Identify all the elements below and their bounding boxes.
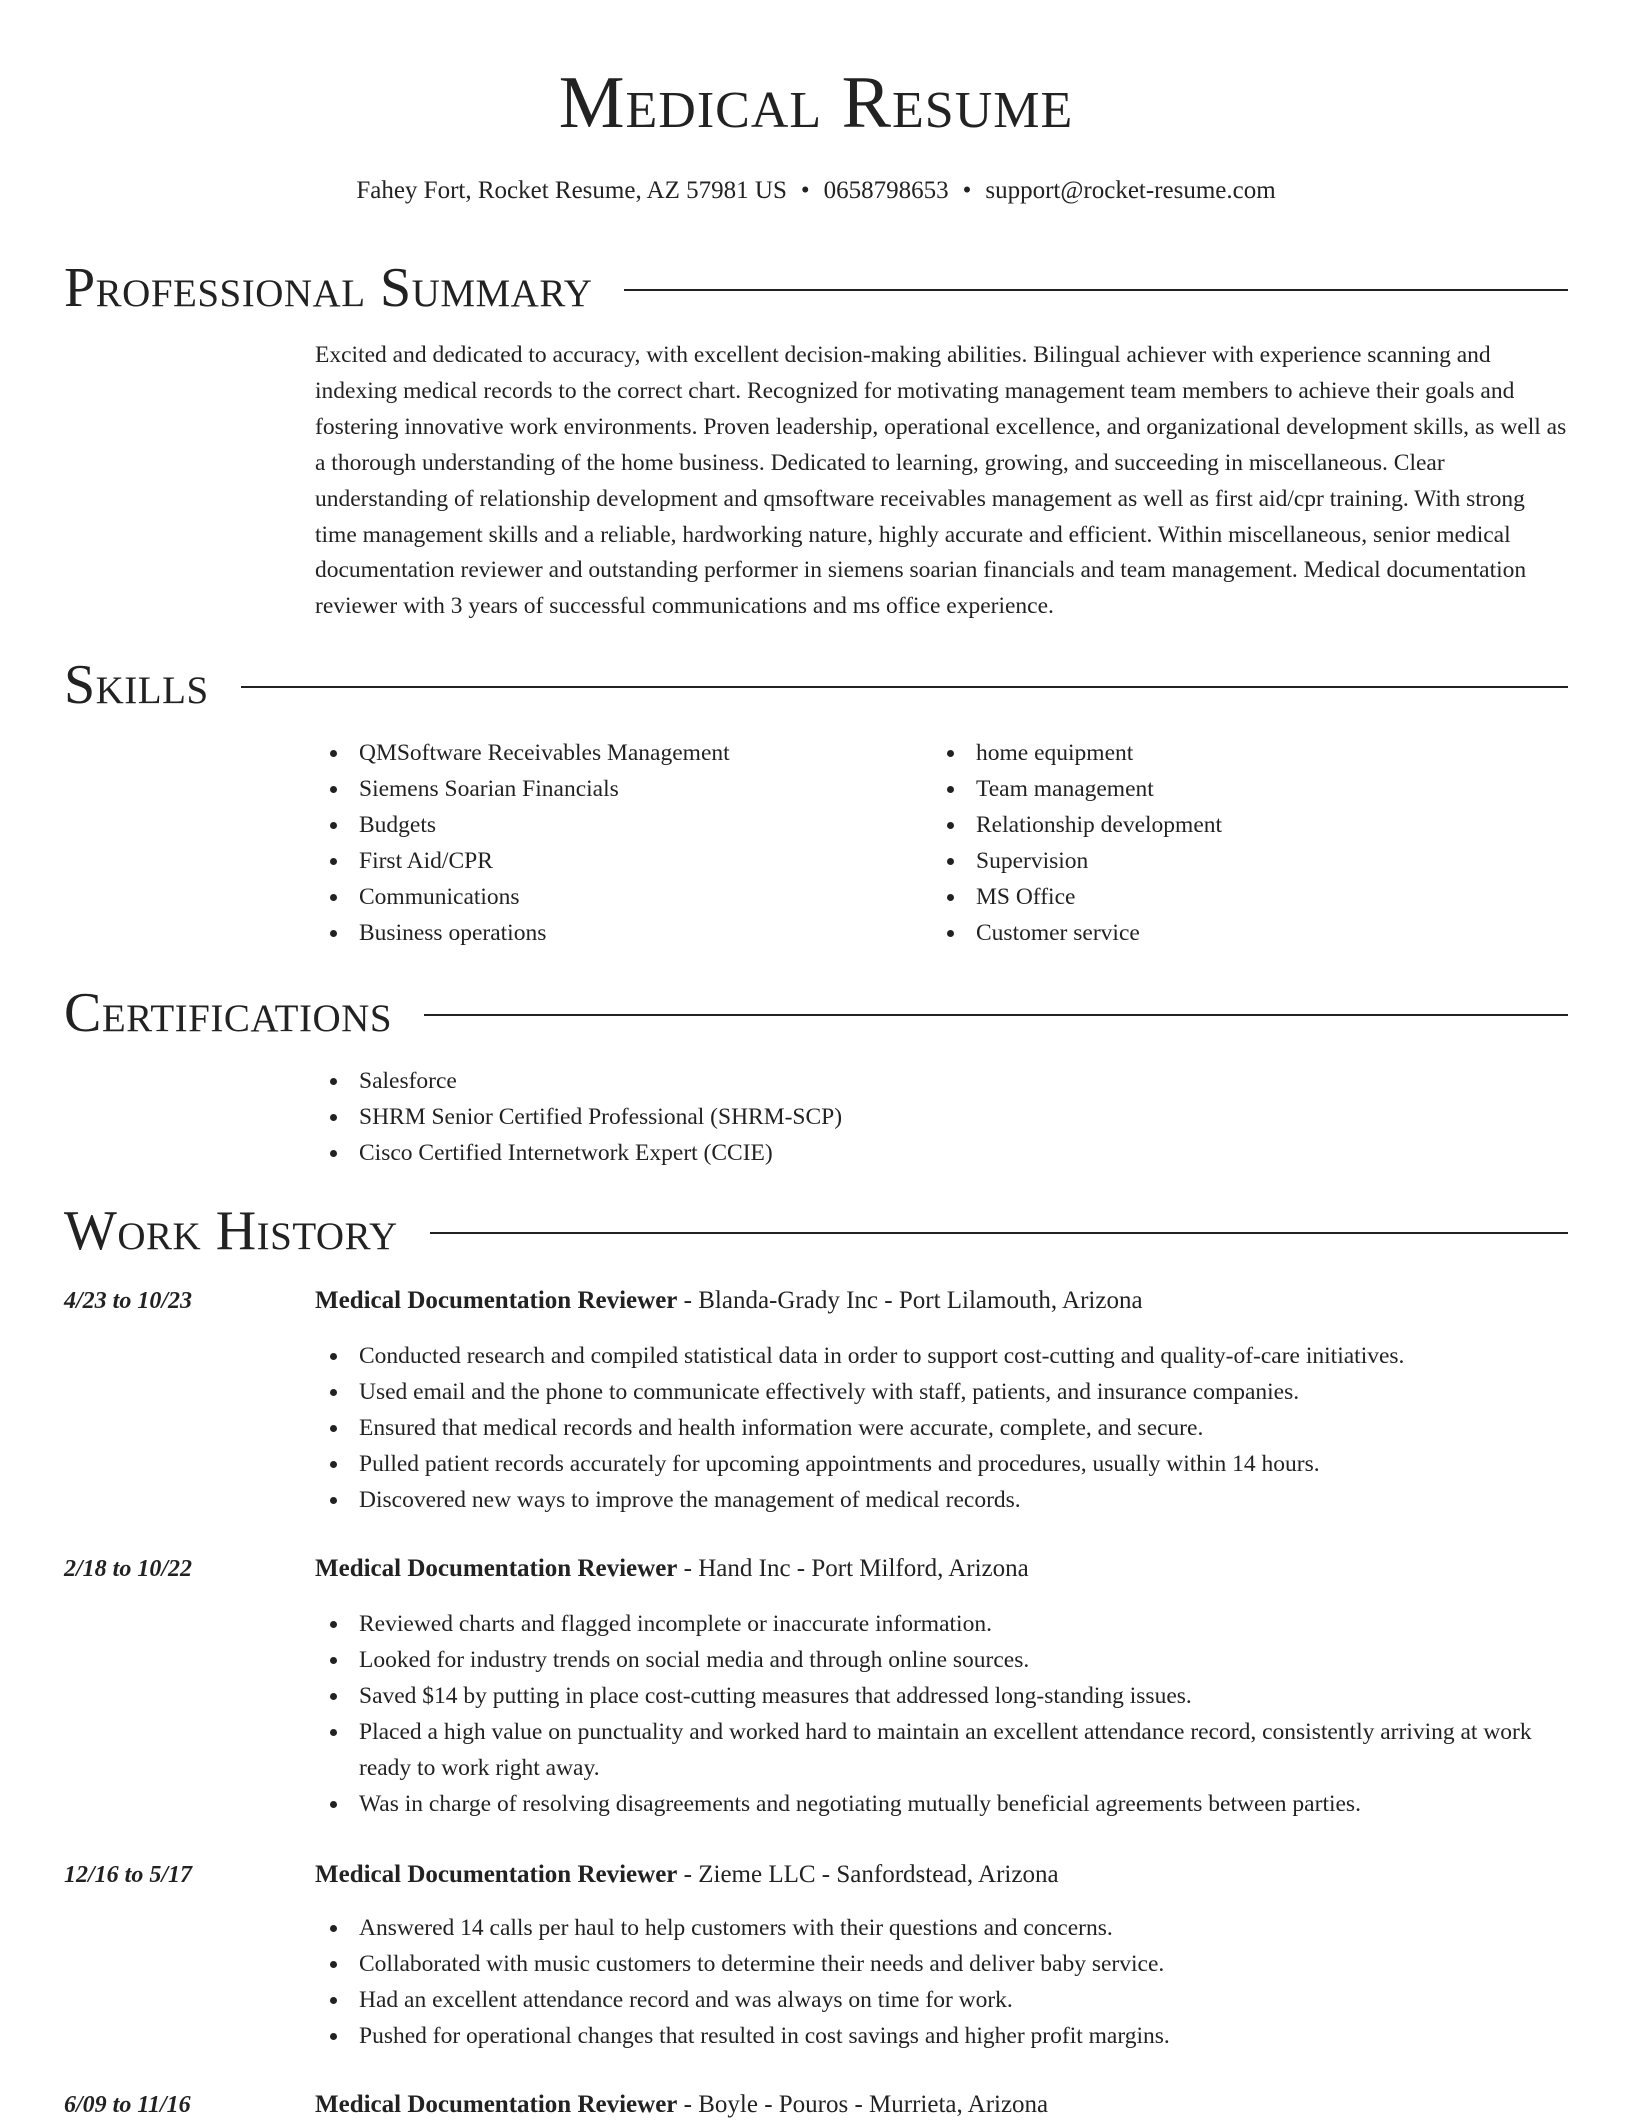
section-divider [241, 686, 1568, 688]
section-header-certifications [64, 981, 1568, 1045]
job-company: - Boyle - Pouros - Murrieta, Arizona [677, 2091, 1049, 2118]
job-duties-list [315, 1338, 1569, 1518]
certification-item: Cisco Certified Internetwork Expert (CCIE) [315, 1135, 1569, 1171]
skill-item: Relationship development [932, 807, 1568, 843]
section-header-work-history [64, 1199, 1568, 1263]
skills-list-left [315, 735, 915, 951]
job-duty: Pulled patient records accurately for upcoming appointments and procedures, usually within 14 hours. [315, 1446, 1569, 1482]
job-dates: 12/16 to 5/17 [64, 1862, 193, 1888]
contact-address: Fahey Fort, Rocket Resume, AZ 57981 US [356, 177, 787, 204]
job-dates: 2/18 to 10/22 [64, 1556, 193, 1582]
job-dates: 4/23 to 10/23 [64, 1288, 193, 1314]
job-heading [315, 1858, 1569, 1892]
job-duty: Looked for industry trends on social media and through online sources. [315, 1642, 1569, 1678]
contact-email: support@rocket-resume.com [985, 177, 1276, 204]
job-duty: Placed a high value on punctuality and worked hard to maintain an excellent attendance record, consistently arriving at work ready to work right away. [315, 1714, 1569, 1786]
summary-text: Excited and dedicated to accuracy, with excellent decision-making abilities. Bilingual achiever with experience scanning and indexing medical records to the correct chart. Recognized for motivating management team members to achieve their goals and fostering innovative work environments. Proven leadership, operational excellence, and organizational development skills, as well as a thorough understanding of the home business. Dedicated to learning, growing, and succeeding in miscellaneous. Clear understanding of relationship development and qmsoftware receivables management as well as first aid/cpr training. With strong time management skills and a reliable, hardworking nature, highly accurate and efficient. Within miscellaneous, senior medical documentation reviewer and outstanding performer in siemens soarian financials and team management. Medical documentation reviewer with 3 years of successful communications and ms office experience. [315, 342, 1567, 620]
job-heading [315, 2088, 1569, 2122]
skill-item: Communications [315, 879, 915, 915]
resume-title: Medical Resume [558, 62, 1074, 144]
skill-item: Budgets [315, 807, 915, 843]
skill-item: Siemens Soarian Financials [315, 771, 915, 807]
job-duty: Reviewed charts and flagged incomplete or inaccurate information. [315, 1606, 1569, 1642]
skill-item: MS Office [932, 879, 1568, 915]
contact-phone: 0658798653 [823, 177, 949, 204]
job-duty: Had an excellent attendance record and was always on time for work. [315, 1982, 1569, 2018]
section-divider [430, 1232, 1568, 1234]
section-title-summary: Professional Summary [64, 257, 593, 319]
section-header-skills [64, 653, 1568, 717]
section-title-certifications: Certifications [64, 982, 393, 1044]
section-title-work-history: Work History [64, 1200, 398, 1262]
job-role: Medical Documentation Reviewer [315, 1287, 678, 1314]
job-heading [315, 1552, 1569, 1586]
job-role: Medical Documentation Reviewer [315, 1861, 678, 1888]
job-duty: Collaborated with music customers to determine their needs and deliver baby service. [315, 1946, 1569, 1982]
skill-item: First Aid/CPR [315, 843, 915, 879]
job-duty: Conducted research and compiled statistical data in order to support cost-cutting and quality-of-care initiatives. [315, 1338, 1569, 1374]
job-heading [315, 1284, 1569, 1318]
certification-item: Salesforce [315, 1063, 1569, 1099]
contact-separator: • [962, 177, 972, 204]
job-company: - Blanda-Grady Inc - Port Lilamouth, Arizona [677, 1287, 1143, 1314]
section-divider [624, 289, 1568, 291]
skills-list-right [932, 735, 1568, 951]
job-duty: Discovered new ways to improve the management of medical records. [315, 1482, 1569, 1518]
job-role: Medical Documentation Reviewer [315, 2091, 678, 2118]
section-divider [424, 1014, 1568, 1016]
job-dates: 6/09 to 11/16 [64, 2092, 191, 2118]
job-duty: Answered 14 calls per haul to help customers with their questions and concerns. [315, 1910, 1569, 1946]
job-role: Medical Documentation Reviewer [315, 1555, 678, 1582]
job-duty: Saved $14 by putting in place cost-cutting measures that addressed long-standing issues. [315, 1678, 1569, 1714]
job-duties-list [315, 1910, 1569, 2054]
skill-item: home equipment [932, 735, 1568, 771]
job-duty: Used email and the phone to communicate effectively with staff, patients, and insurance companies. [315, 1374, 1569, 1410]
job-duty: Ensured that medical records and health information were accurate, complete, and secure. [315, 1410, 1569, 1446]
section-title-skills: Skills [64, 654, 209, 716]
job-duty: Pushed for operational changes that resulted in cost savings and higher profit margins. [315, 2018, 1569, 2054]
skill-item: Business operations [315, 915, 915, 951]
contact-separator: • [800, 177, 810, 204]
skill-item: Team management [932, 771, 1568, 807]
job-company: - Zieme LLC - Sanfordstead, Arizona [677, 1861, 1059, 1888]
section-header-summary [64, 256, 1568, 320]
contact-line [0, 174, 1632, 208]
skill-item: Customer service [932, 915, 1568, 951]
job-duties-list [315, 1606, 1569, 1822]
certifications-list [315, 1063, 1569, 1171]
skill-item: Supervision [932, 843, 1568, 879]
skill-item: QMSoftware Receivables Management [315, 735, 915, 771]
job-company: - Hand Inc - Port Milford, Arizona [677, 1555, 1029, 1582]
job-duty: Was in charge of resolving disagreements and negotiating mutually beneficial agreements between parties. [315, 1786, 1569, 1822]
certification-item: SHRM Senior Certified Professional (SHRM-SCP) [315, 1099, 1569, 1135]
